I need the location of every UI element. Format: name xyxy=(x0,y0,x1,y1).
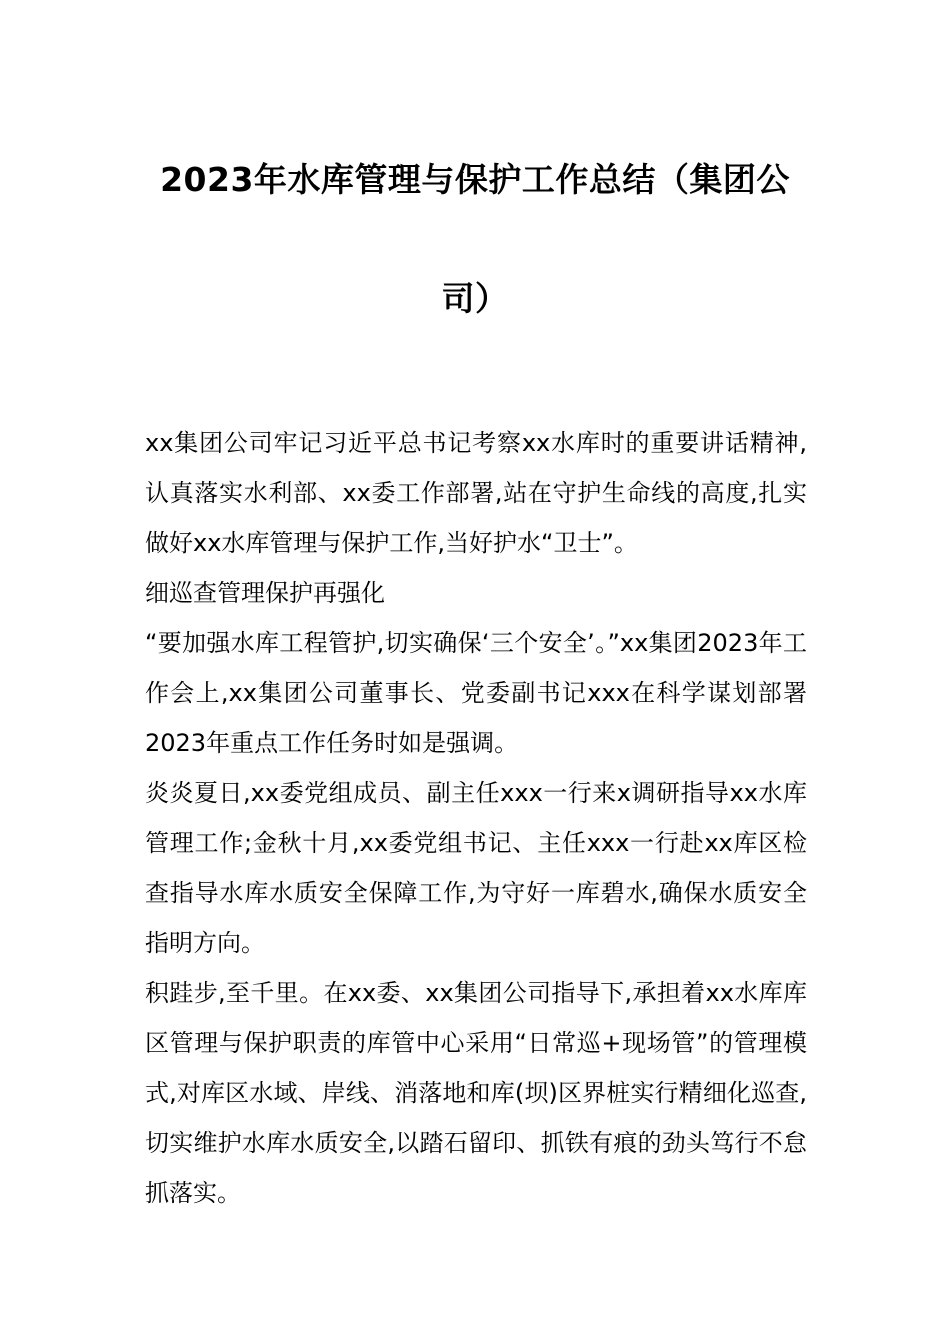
paragraph-inspection: 炎炎夏日,xx委党组成员、副主任xxx一行来x调研指导xx水库管理工作;金秋十月,xx委党组书记、主任xxx一行赴xx库区检查指导水库水质安全保障工作,为守好一库碧水,确保水质安全指明方向。 xyxy=(145,779,807,957)
document-title-line-2: 司） xyxy=(441,279,509,318)
document-body xyxy=(145,418,807,1218)
paragraph-intro: xx集团公司牢记习近平总书记考察xx水库时的重要讲话精神,认真落实水利部、xx委工作部署,站在守护生命线的高度,扎实做好xx水库管理与保护工作,当好护水“卫士”。 xyxy=(145,429,807,557)
document-title-line-1: 2023年水库管理与保护工作总结（集团公 xyxy=(160,160,790,199)
paragraph-management: 积跬步,至千里。在xx委、xx集团公司指导下,承担着xx水库库区管理与保护职责的库管中心采用“日常巡+现场管”的管理模式,对库区水域、岸线、消落地和库(坝)区界桩实行精细化巡查,切实维护水库水质安全,以踏石留印、抓铁有痕的劲头笃行不怠抓落实。 xyxy=(145,979,807,1207)
section-heading: 细巡查管理保护再强化 xyxy=(145,579,385,607)
paragraph-quote: “要加强水库工程管护,切实确保‘三个安全’。”xx集团2023年工作会上,xx集团公司董事长、党委副书记xxx在科学谋划部署2023年重点工作任务时如是强调。 xyxy=(145,629,807,757)
